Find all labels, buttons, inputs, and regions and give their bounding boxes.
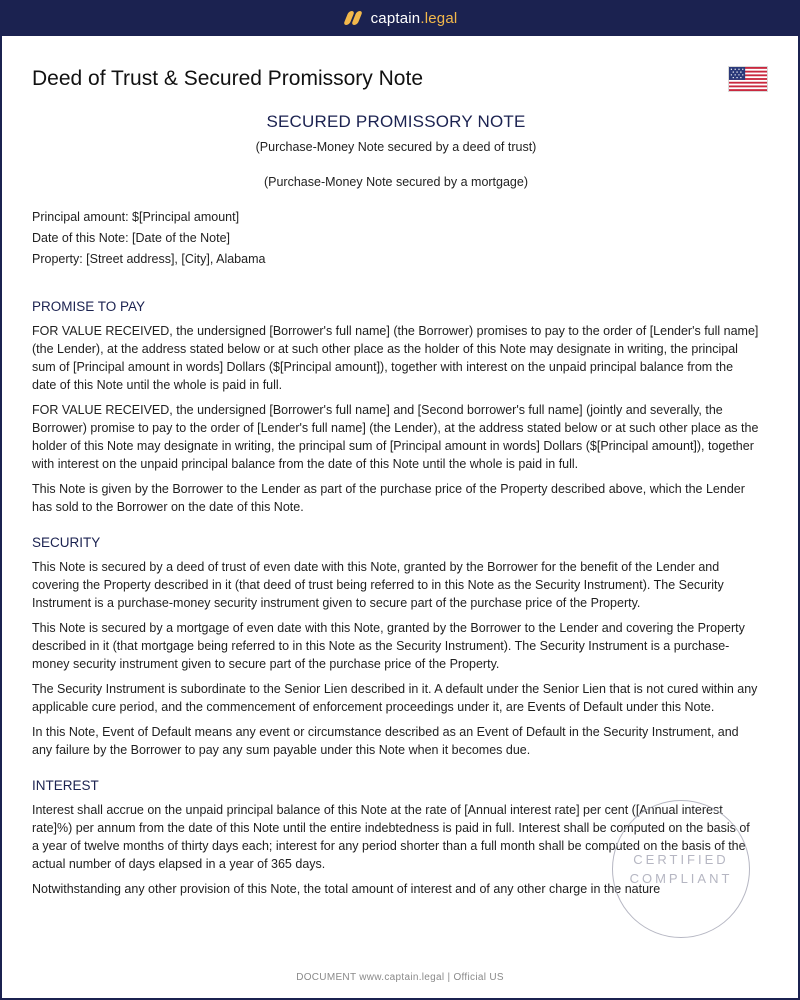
security-paragraph-4: In this Note, Event of Default means any event or circumstance described as an Event of Default in the Security Instrument, and any failure by the Borrower to pay any sum payable under this Note when it becomes due. [32,725,739,757]
document-title: Deed of Trust & Secured Promissory Note [32,67,423,90]
document-header [32,66,768,96]
note-title: SECURED PROMISSORY NOTE [266,112,526,131]
stamp-line-2: COMPLIANT [629,871,733,886]
note-subtitle-deed-of-trust: (Purchase-Money Note secured by a deed of trust) [255,140,537,154]
stamp-line-1: CERTIFIED [633,852,729,867]
us-flag-icon [728,66,768,92]
page-footer: DOCUMENT www.captain.legal | Official US [296,972,504,983]
brand-logo[interactable] [343,10,458,27]
certified-compliant-stamp [612,800,750,938]
property-line: Property: [Street address], [City], Alabama [32,252,266,266]
document-body [32,110,760,905]
security-paragraph-3: The Security Instrument is subordinate to the Senior Lien described in it. A default under the Senior Lien that is not cured within any applicable cure period, and the commencement of enforcement proceedings under it, are Events of Default under this Note. [32,682,758,714]
interest-paragraph-2: Notwithstanding any other provision of this Note, the total amount of interest and of any other charge in the nature [32,882,661,896]
document-sheet [2,36,798,998]
note-date-line: Date of this Note: [Date of the Note] [32,231,231,245]
promise-paragraph-1: FOR VALUE RECEIVED, the undersigned [Borrower's full name] (the Borrower) promises to pay to the order of [Lender's full name] (the Lender), at the address stated below or at such other place as the holder of this Note may designate in writing, the principal sum of [Principal amount in words] Dollars ($[Principal amount]), together with interest on the unpaid principal balance from the date of this Note until the whole is paid in full. [32,324,759,392]
note-details [32,207,760,270]
note-subtitle-mortgage: (Purchase-Money Note secured by a mortgage) [263,175,528,189]
brand-name: captain.legal [370,9,458,27]
interest-paragraph-1: Interest shall accrue on the unpaid principal balance of this Note at the rate of [Annual interest rate] per cent ([Annual interest rate]%) per annum from the date of this Note until the entire indebtedness is paid in full. Interest shall be computed on the basis of a year of twelve months of thirty days each; interest for any period shorter than a full month shall be computed on the basis of the actual number of days elapsed in a year of 365 days. [32,803,750,871]
top-bar [0,0,800,36]
promise-paragraph-3: This Note is given by the Borrower to the Lender as part of the purchase price of the Property described above, which the Lender has sold to the Borrower on the date of this Note. [32,482,745,514]
security-paragraph-1: This Note is secured by a deed of trust of even date with this Note, granted by the Borrower for the benefit of the Lender and covering the Property described in it (that deed of trust being referred to in this Note as the Security Instrument). The Security Instrument is a purchase-money security instrument given to secure part of the purchase price of the Property. [32,560,724,610]
promise-paragraph-2: FOR VALUE RECEIVED, the undersigned [Borrower's full name] and [Second borrower's full name] (jointly and severally, the Borrower) promise to pay to the order of [Lender's full name] (the Lender), at the address stated below or at such other place as the holder of this Note may designate in writing, the principal sum of [Principal amount in words] Dollars ($[Principal amount]), together with interest on the unpaid principal balance from the date of this Note until the whole is paid in full. [32,403,759,471]
security-heading: SECURITY [32,535,101,550]
security-paragraph-2: This Note is secured by a mortgage of even date with this Note, granted by the Borrower to the Lender and covering the Property described in it (that mortgage being referred to in this Note as the Security Instrument). The Security Instrument is a purchase-money security instrument given to secure part of the purchase price of the Property. [32,621,745,671]
promise-to-pay-heading: PROMISE TO PAY [32,299,146,314]
captain-logo-icon [343,10,363,26]
interest-heading: INTEREST [32,778,99,793]
principal-amount-line: Principal amount: $[Principal amount] [32,210,240,224]
